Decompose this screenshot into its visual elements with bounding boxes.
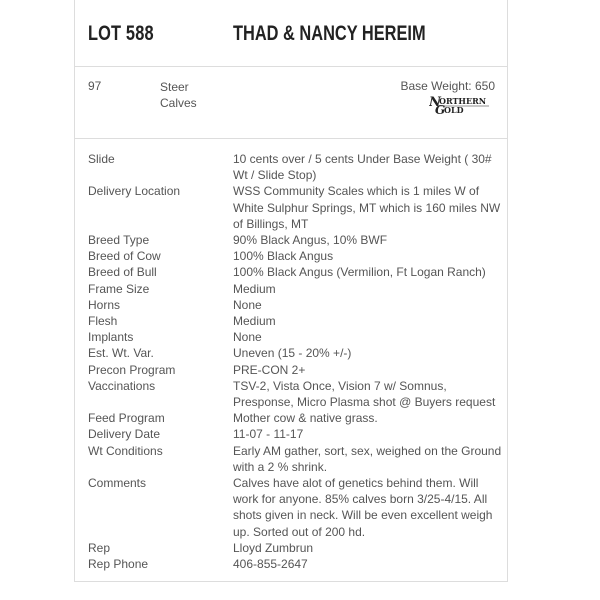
lot-summary [75, 66, 507, 139]
detail-value: None [233, 330, 262, 345]
lot-details [75, 151, 507, 572]
svg-text:N: N [429, 95, 441, 110]
detail-label: Rep Phone [88, 557, 149, 572]
detail-value: Medium [233, 314, 276, 329]
detail-value: Medium [233, 281, 276, 296]
detail-value: Calves have alot of genetics behind them. Will work for anyone. 85% calves born 3/25-4/15. All shots given in neck. Will be even excellent weigh up. Sorted out of 200 hd. [233, 476, 493, 539]
detail-value: 100% Black Angus [233, 249, 334, 264]
detail-row [75, 151, 507, 183]
svg-text:ORTHERN: ORTHERN [439, 96, 487, 106]
svg-text:G: G [435, 103, 446, 115]
detail-row [75, 443, 507, 475]
detail-label: Est. Wt. Var. [88, 346, 154, 361]
detail-value: TSV-2, Vista Once, Vision 7 w/ Somnus, Presponse, Micro Plasma shot @ Buyers request [233, 378, 496, 410]
detail-label: Slide [88, 152, 115, 166]
detail-row [75, 426, 507, 442]
detail-row [75, 540, 507, 556]
detail-label: Delivery Date [88, 427, 161, 442]
detail-label: Feed Program [88, 411, 165, 426]
detail-label: Rep [88, 540, 111, 555]
detail-label: Horns [88, 297, 121, 312]
head-count: 97 [88, 79, 102, 93]
detail-value: 100% Black Angus (Vermilion, Ft Logan Ranch) [233, 265, 486, 280]
detail-row [75, 378, 507, 410]
detail-value: Lloyd Zumbrun [233, 540, 314, 555]
base-weight: Base Weight: 650 [400, 79, 495, 93]
detail-value: 90% Black Angus, 10% BWF [233, 233, 388, 248]
detail-label: Breed of Bull [88, 265, 157, 280]
detail-label: Breed Type [88, 233, 150, 248]
detail-value: 11-07 - 11-17 [233, 427, 304, 442]
northern-gold-logo [429, 95, 495, 115]
detail-value: None [233, 297, 262, 312]
detail-value: Uneven (15 - 20% +/-) [233, 346, 352, 361]
detail-row [75, 329, 507, 345]
detail-label: Wt Conditions [88, 443, 163, 458]
detail-value: Early AM gather, sort, sex, weighed on the Ground with a 2 % shrink. [233, 443, 502, 474]
detail-label: Comments [88, 476, 147, 491]
detail-row [75, 248, 507, 264]
lot-number: LOT 588 [88, 22, 154, 45]
detail-value: 406-855-2647 [233, 557, 308, 572]
detail-row [75, 313, 507, 329]
detail-row [75, 410, 507, 426]
detail-value: PRE-CON 2+ [233, 362, 306, 377]
detail-label: Vaccinations [88, 378, 156, 393]
detail-label: Delivery Location [88, 184, 181, 199]
detail-row [75, 297, 507, 313]
detail-label: Breed of Cow [88, 249, 161, 264]
lot-header [75, 0, 507, 67]
detail-value: Mother cow & native grass. [233, 411, 378, 426]
detail-label: Precon Program [88, 362, 176, 377]
detail-row [75, 475, 507, 540]
detail-row [75, 232, 507, 248]
detail-value: WSS Community Scales which is 1 miles W of White Sulphur Springs, MT which is 160 miles NW of Billings, MT [233, 184, 501, 231]
seller-name: THAD & NANCY HEREIM [233, 22, 426, 45]
lot-card [74, 0, 508, 582]
cattle-kind: Steer Calves [160, 80, 197, 110]
detail-label: Frame Size [88, 281, 150, 296]
detail-label: Flesh [88, 314, 118, 329]
detail-label: Implants [88, 330, 134, 345]
detail-row [75, 183, 507, 232]
detail-row [75, 264, 507, 280]
detail-row [75, 345, 507, 361]
svg-text:OLD: OLD [444, 105, 464, 115]
detail-row [75, 362, 507, 378]
detail-row [75, 281, 507, 297]
detail-value: 10 cents over / 5 cents Under Base Weight ( 30# Wt / Slide Stop) [233, 152, 492, 183]
detail-row [75, 556, 507, 572]
